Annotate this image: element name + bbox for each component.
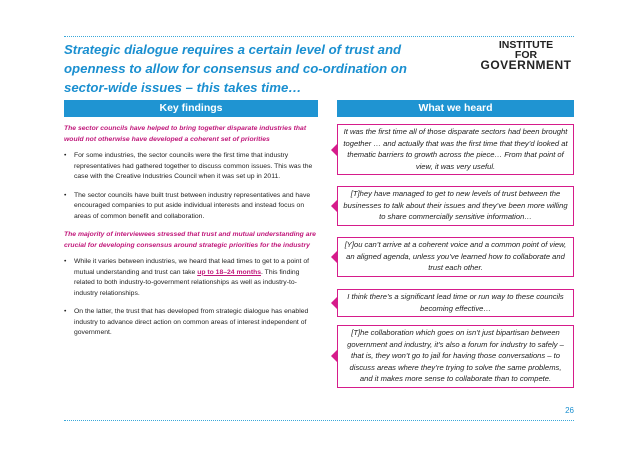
lead-time-highlight: up to 18–24 months bbox=[197, 268, 262, 276]
finding-bullet-4 bbox=[64, 307, 318, 339]
institute-logo bbox=[478, 40, 574, 70]
quote-callout-4: I think there’s a significant lead time or run way to these councils becoming effective… bbox=[337, 289, 574, 317]
title-line-2: openness to allow for consensus and co-ordination on bbox=[64, 61, 407, 76]
quote-callout-2: [T]hey have managed to get to new levels of trust between the businesses to talk about their issues and they’ve been more willing to share commercially sensitive information… bbox=[337, 186, 574, 226]
logo-line-3: GOVERNMENT bbox=[480, 58, 572, 72]
finding-bullet-1 bbox=[64, 151, 318, 183]
bullet-marker: • bbox=[64, 308, 67, 315]
logo-line-1: INSTITUTE bbox=[498, 39, 554, 51]
bullet-marker: • bbox=[64, 258, 67, 265]
what-we-heard-header: What we heard bbox=[337, 100, 574, 117]
bullet-marker: • bbox=[64, 191, 67, 199]
quote-callout-5: [T]he collaboration which goes on isn’t just bipartisan between government and industry, it’s also a forum for industry to safely – that is, they won’t go to jail for having those conversations – to discuss areas where they’re trying to solve the same problems, and it makes more sense to collaborate than to compete. bbox=[337, 325, 574, 388]
title-line-1: Strategic dialogue requires a certain level of trust and bbox=[64, 42, 402, 57]
bottom-divider bbox=[64, 420, 574, 421]
finding-text-4: On the latter, the trust that has developed from strategic dialogue has enabled industry to advance direct action on common areas of interest independent of government. bbox=[74, 308, 309, 336]
top-divider bbox=[64, 36, 574, 37]
logo-line-2: FOR bbox=[514, 49, 538, 61]
quote-callout-1: It was the first time all of those disparate sectors had been brought together … and actually that was the first time that they’d looked at thematic barriers to growth across the piece… From that point of view, it was very useful. bbox=[337, 124, 574, 175]
bullet-marker: • bbox=[64, 152, 67, 159]
key-findings-column bbox=[64, 124, 318, 347]
page-title bbox=[64, 40, 434, 97]
key-findings-header: Key findings bbox=[64, 100, 318, 117]
section-heading-1: The sector councils have helped to bring together disparate industries that would not otherwise have developed a coherent set of priorities bbox=[64, 125, 307, 143]
section-heading-2: The majority of interviewees stressed that trust and mutual understanding are crucial for developing consensus around strategic priorities for the industry bbox=[64, 231, 316, 249]
quote-callout-3: [Y]ou can’t arrive at a coherent voice and a common point of view, an aligned agenda, unless you’ve learned how to collaborate and trust each other. bbox=[337, 237, 574, 277]
finding-text-2: The sector councils have built trust between industry representatives and have encouraged companies to put aside individual interests and instead focus on areas of common benefit and collaboration. bbox=[74, 191, 311, 220]
title-line-3: sector-wide issues – this takes time… bbox=[64, 80, 302, 95]
finding-text-1: For some industries, the sector councils were the first time that industry representatives had gathered together to discuss common issues. This was the case with the Creative Industries Council when it was set up in 2011. bbox=[74, 152, 313, 180]
page-number: 26 bbox=[565, 406, 574, 415]
finding-bullet-3 bbox=[64, 257, 318, 299]
finding-text-3b: . This finding related to both industry-to-government relationships as well as industry-to-industry relationships. bbox=[74, 268, 300, 297]
finding-text-3a: While it varies between industries, we heard that lead times to get to a point of mutual understanding and trust can take bbox=[74, 258, 309, 276]
finding-bullet-2 bbox=[64, 191, 318, 223]
